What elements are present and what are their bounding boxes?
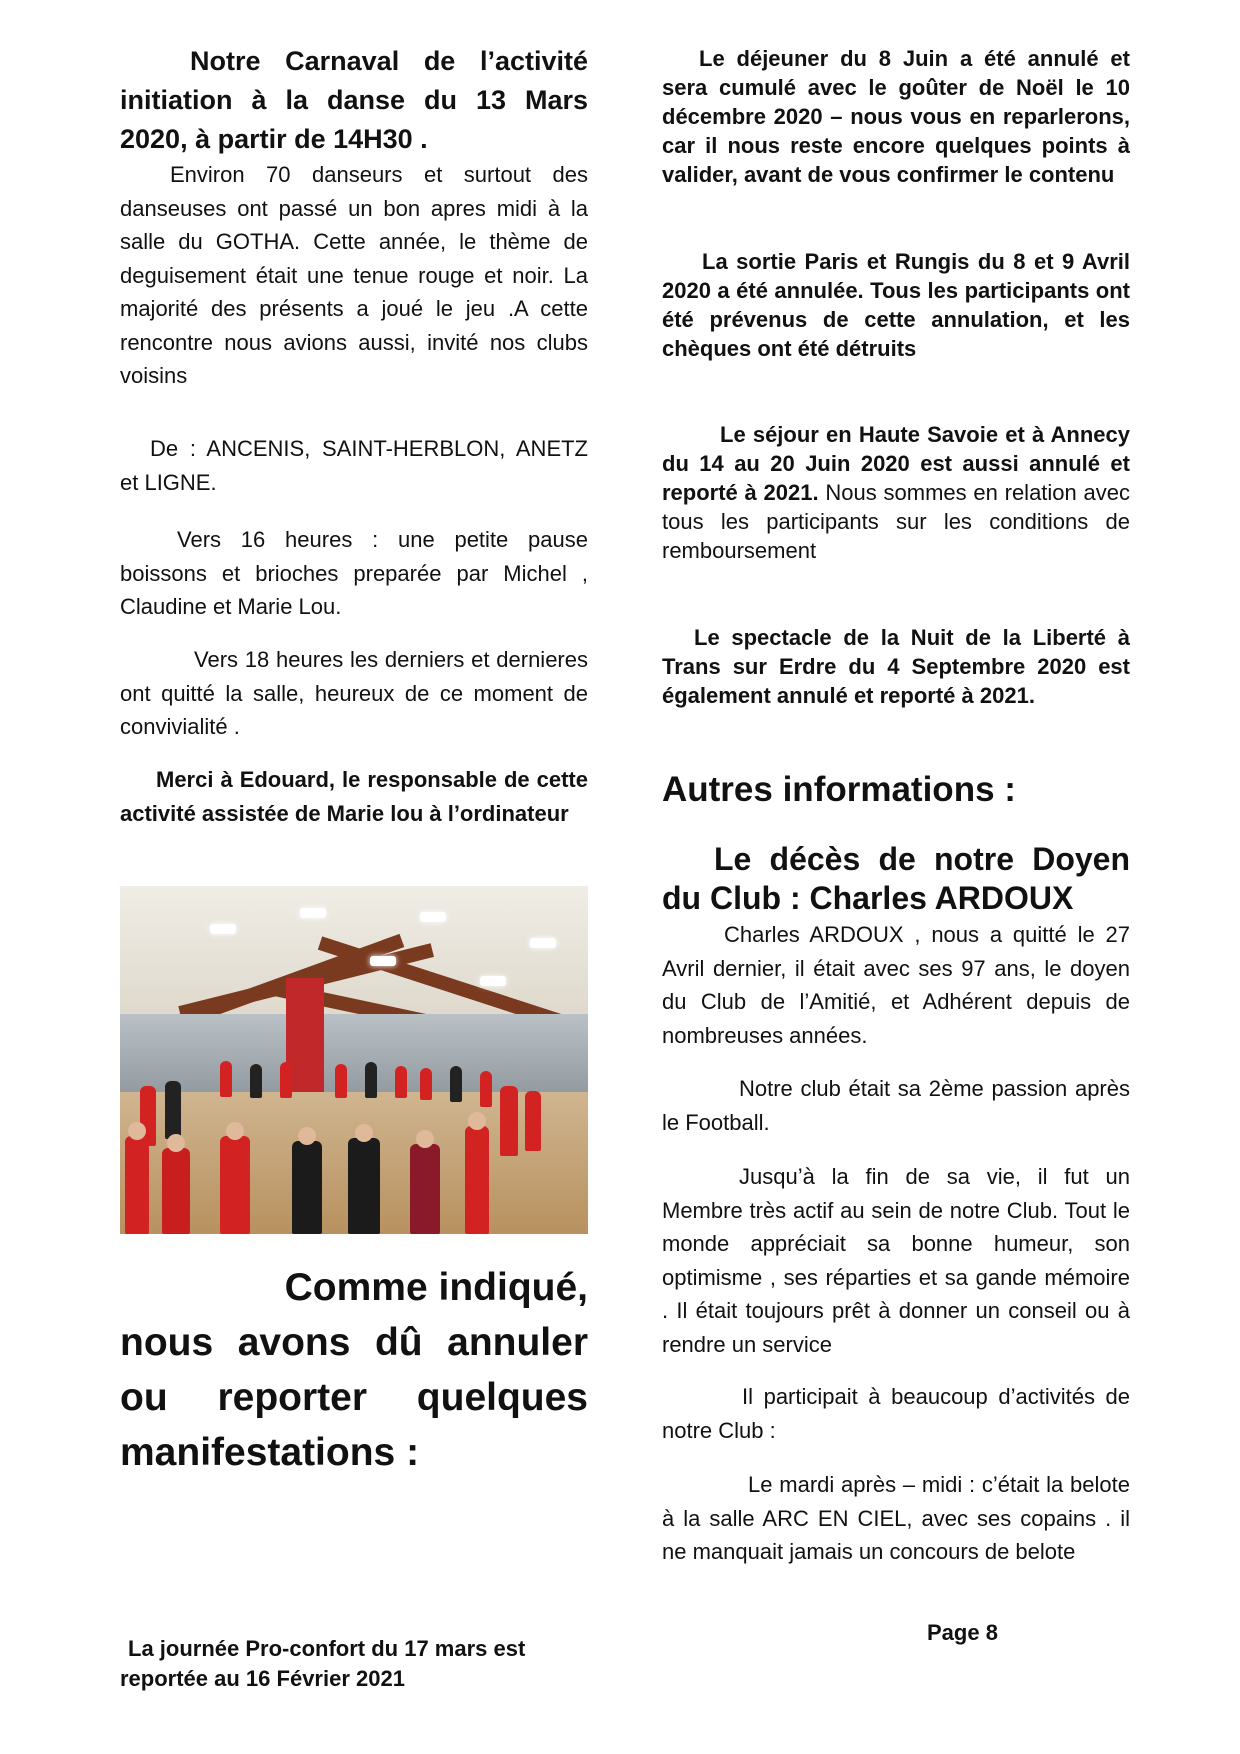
carnaval-paragraph-4: Vers 18 heures les derniers et dernieres ont quitté la salle, heureux de ce moment de convivialité . xyxy=(120,647,588,739)
carnaval-photo xyxy=(120,886,588,1234)
dancer xyxy=(450,1066,462,1102)
deces-paragraph-3: Jusqu’à la fin de sa vie, il fut un Membre très actif au sein de notre Club. Tout le monde appréciait sa bonne humeur, son optimisme , ses réparties et sa gande mémoire . Il était toujours prêt à donner un conseil ou à rendre un service xyxy=(662,1164,1130,1357)
sejour-regular-text: Nous sommes en relation avec tous les participants sur les conditions de remboursement xyxy=(662,480,1131,563)
deces-paragraph-1: Charles ARDOUX , nous a quitté le 27 Avril dernier, il était avec ses 97 ans, le doyen du Club de l’Amitié, et Adhérent depuis de nombreuses années. xyxy=(662,922,1130,1048)
cancellations-heading xyxy=(120,1260,588,1480)
dancer xyxy=(365,1062,377,1098)
autres-heading: Autres informations : xyxy=(662,770,1016,809)
sejour-paragraph xyxy=(662,420,1130,565)
dancer xyxy=(480,1071,492,1107)
dancer xyxy=(125,1136,149,1234)
dancer xyxy=(348,1138,380,1234)
dancer-head xyxy=(128,1122,146,1140)
dancer xyxy=(335,1064,347,1098)
photo-light xyxy=(370,956,396,966)
dancer-head xyxy=(167,1134,185,1152)
deces-paragraph-2: Notre club était sa 2ème passion après le Football. xyxy=(662,1076,1130,1135)
dancer-head xyxy=(416,1130,434,1148)
sortie-paragraph: La sortie Paris et Rungis du 8 et 9 Avril 2020 a été annulée. Tous les participants ont été prévenus de cette annulation, et les chèques ont été détruits xyxy=(662,249,1130,361)
dancer xyxy=(500,1086,518,1156)
dancer xyxy=(395,1066,407,1098)
photo-light xyxy=(300,908,326,918)
dancer xyxy=(410,1144,440,1234)
dancer-head xyxy=(226,1122,244,1140)
photo-light xyxy=(530,938,556,948)
sejour-bold-text: Le séjour en Haute Savoie et à Annecy du 14 au 20 Juin 2020 est aussi annulé et reporté à 2021. xyxy=(662,422,1130,505)
dancer xyxy=(220,1136,250,1234)
dancer xyxy=(165,1081,181,1139)
carnaval-title: Notre Carnaval de l’activité initiation à la danse du 13 Mars 2020, à partir de 14H30 . xyxy=(120,46,588,154)
photo-light xyxy=(210,924,236,934)
dancer-head xyxy=(468,1112,486,1130)
dancer-head xyxy=(355,1124,373,1142)
dancer-head xyxy=(298,1127,316,1145)
cancellations-heading-rest: nous avons dû annuler ou reporter quelques manifestations : xyxy=(120,1321,588,1474)
cancellations-heading-line1: Comme indiqué, xyxy=(284,1266,588,1309)
dancer xyxy=(465,1126,489,1234)
carnaval-paragraph-3: Vers 16 heures : une petite pause boissons et brioches preparée par Michel , Claudine et Marie Lou. xyxy=(120,527,588,619)
dejeuner-paragraph: Le déjeuner du 8 Juin a été annulé et sera cumulé avec le goûter de Noël le 10 décembre 2020 – nous vous en reparlerons, car il nous reste encore quelques points à valider, avant de vous confirmer le contenu xyxy=(662,46,1130,187)
deces-paragraph-4: Il participait à beaucoup d’activités de notre Club : xyxy=(662,1384,1130,1443)
dancer xyxy=(220,1061,232,1097)
carnaval-paragraph-1: Environ 70 danseurs et surtout des danseuses ont passé un bon apres midi à la salle du GOTHA. Cette année, le thème de deguisement était une tenue rouge et noir. La majorité des présents a joué le jeu .A cette rencontre nous avions aussi, invité nos clubs voisins xyxy=(120,162,588,388)
page-number: Page 8 xyxy=(927,1620,998,1645)
merci-paragraph: Merci à Edouard, le responsable de cette activité assistée de Marie lou à l’ordinateur xyxy=(120,767,588,826)
deces-paragraph-5: Le mardi après – midi : c’était la belote à la salle ARC EN CIEL, avec ses copains . il ne manquait jamais un concours de belote xyxy=(662,1472,1130,1564)
dancer xyxy=(250,1064,262,1098)
photo-light xyxy=(420,912,446,922)
photo-light xyxy=(480,976,506,986)
dancer xyxy=(162,1148,190,1234)
deces-heading: Le décès de notre Doyen du Club : Charles ARDOUX xyxy=(662,841,1130,916)
dancer xyxy=(420,1068,432,1100)
dancer xyxy=(292,1141,322,1234)
dancer xyxy=(525,1091,541,1151)
dancer xyxy=(280,1062,292,1098)
carnaval-paragraph-2: De : ANCENIS, SAINT-HERBLON, ANETZ et LIGNE. xyxy=(120,436,588,495)
spectacle-paragraph: Le spectacle de la Nuit de la Liberté à Trans sur Erdre du 4 Septembre 2020 est également annulé et reporté à 2021. xyxy=(662,625,1130,708)
pro-confort-note: La journée Pro-confort du 17 mars est reportée au 16 Février 2021 xyxy=(120,1636,526,1691)
